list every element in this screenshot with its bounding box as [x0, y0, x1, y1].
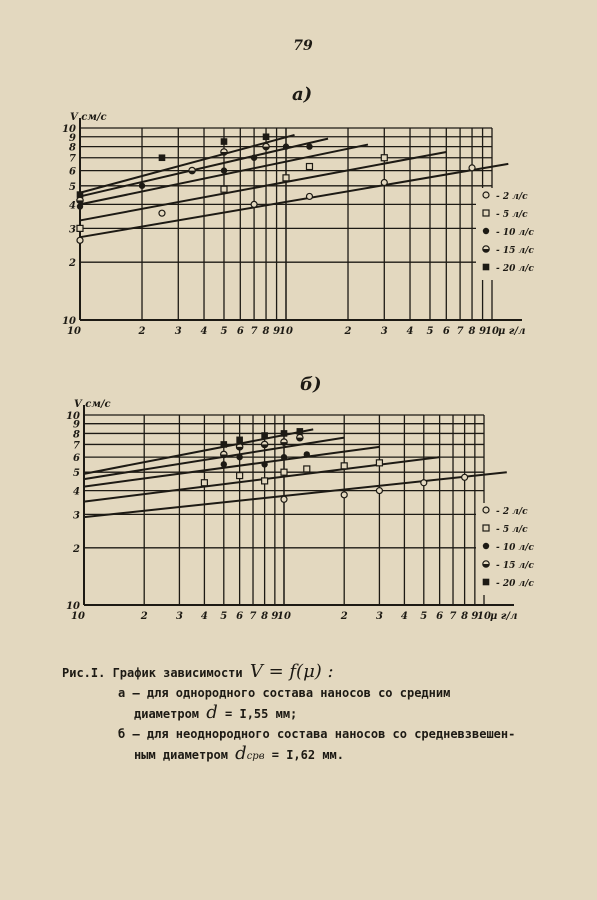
x-tick-label: 9: [471, 611, 479, 622]
x-tick-label: 2: [140, 611, 148, 622]
x-tick-label: 2: [340, 611, 348, 622]
x-tick-label: 6: [436, 611, 444, 622]
y-tick-label: 8: [73, 429, 80, 441]
data-point: [263, 133, 270, 140]
x-tick-label: 4: [200, 326, 208, 337]
x-tick-label: 2: [344, 326, 352, 337]
y-tick-label: 8: [69, 142, 76, 154]
data-point: [221, 167, 227, 173]
legend-label: - 10 л/с: [496, 543, 534, 553]
x-tick-label: 5: [220, 611, 228, 622]
data-point: [201, 480, 207, 486]
x-tick-label: 8: [468, 326, 476, 337]
caption-line-3: [62, 703, 562, 724]
x-axis-label: μ г/л: [498, 326, 526, 337]
legend-marker: [483, 210, 489, 216]
x-tick-label: 3: [175, 611, 183, 622]
caption-line3-symbol: d: [206, 702, 218, 723]
caption-line5-pre: ным диаметром: [134, 748, 228, 762]
y-tick-label: 4: [69, 200, 76, 212]
data-point: [221, 138, 228, 145]
legend-marker: [483, 525, 489, 531]
data-point: [281, 454, 287, 460]
y-tick-label: 9: [69, 132, 76, 144]
y-tick-label: 6: [73, 453, 80, 465]
x-tick-label: 8: [461, 611, 469, 622]
data-point: [261, 461, 267, 467]
x-tick-label: 10: [485, 326, 499, 337]
data-point: [281, 430, 288, 437]
y-tick-label: 5: [69, 181, 76, 193]
x-tick-label: 8: [262, 326, 270, 337]
x-tick-label: 4: [400, 611, 408, 622]
caption-line5-sub: срв: [246, 751, 265, 762]
data-point: [462, 474, 468, 480]
x-tick-label: 9: [271, 611, 279, 622]
data-point: [221, 461, 227, 467]
x-tick-label: 10: [477, 611, 491, 622]
caption-line-1: [62, 662, 562, 683]
data-point: [306, 164, 312, 170]
legend-label: - 2 л/с: [496, 192, 528, 202]
y-tick-label: 10: [62, 316, 76, 327]
data-point: [283, 175, 289, 181]
chart-a: [0, 110, 597, 355]
x-tick-label: 4: [200, 611, 208, 622]
caption-line3-pre: диаметром: [134, 707, 200, 721]
caption-line5-post: = I,62 мм.: [271, 748, 344, 762]
caption-prefix: Рис.I. График зависимости: [62, 666, 243, 680]
x-tick-label: 7: [456, 326, 464, 337]
series-line: [84, 429, 313, 473]
x-tick-label: 10: [279, 326, 293, 337]
data-point: [421, 480, 427, 486]
x-tick-label: 6: [442, 326, 450, 337]
y-tick-label: 10: [66, 411, 80, 422]
x-tick-label: 5: [426, 326, 434, 337]
legend-label: - 2 л/с: [496, 507, 528, 517]
data-point: [469, 165, 475, 171]
x-tick-label: 5: [420, 611, 428, 622]
x-tick-label: 10: [71, 611, 85, 622]
y-tick-label: 3: [69, 224, 76, 236]
data-point: [77, 203, 83, 209]
y-tick-label: 4: [73, 486, 80, 498]
page-number: 79: [293, 38, 313, 54]
caption-line5-symbol: d: [235, 743, 247, 764]
data-point: [281, 496, 287, 502]
data-point: [236, 437, 243, 444]
y-tick-label: 3: [73, 510, 80, 522]
legend-marker: [483, 507, 489, 513]
data-point: [304, 466, 310, 472]
legend-marker: [483, 579, 490, 586]
legend-marker: [483, 228, 489, 234]
data-point: [77, 237, 83, 243]
x-tick-label: 5: [220, 326, 228, 337]
data-point: [220, 441, 227, 448]
x-tick-label: 6: [236, 326, 244, 337]
x-tick-label: 3: [380, 326, 388, 337]
figure-caption: [62, 662, 562, 767]
data-point: [221, 186, 227, 192]
panel-label-b: б): [300, 374, 322, 395]
data-point: [77, 191, 84, 198]
y-axis-label: V см/с: [74, 399, 111, 410]
data-point: [139, 183, 145, 189]
data-point: [237, 473, 243, 479]
data-point: [261, 432, 268, 439]
caption-formula: V = f(μ) :: [249, 661, 334, 682]
data-point: [306, 193, 312, 199]
legend-marker: [483, 264, 490, 271]
data-point: [376, 488, 382, 494]
caption-line-2: а – для однородного состава наносов со средним: [118, 686, 451, 700]
x-tick-label: 7: [250, 326, 258, 337]
x-tick-label: 3: [375, 611, 383, 622]
panel-label-a: a): [292, 84, 313, 105]
data-point: [281, 469, 287, 475]
data-point: [381, 155, 387, 161]
y-tick-label: 2: [73, 543, 80, 555]
caption-line-5: [62, 744, 562, 767]
y-tick-label: 7: [73, 440, 80, 452]
y-tick-label: 10: [66, 601, 80, 612]
data-point: [304, 451, 310, 457]
caption-line3-post: = I,55 мм;: [225, 707, 298, 721]
data-point: [376, 460, 382, 466]
legend-label: - 5 л/с: [496, 525, 528, 535]
legend-label: - 10 л/с: [496, 228, 534, 238]
x-tick-label: 4: [406, 326, 414, 337]
data-point: [262, 478, 268, 484]
data-point: [341, 463, 347, 469]
legend-label: - 20 л/с: [496, 264, 534, 274]
y-tick-label: 9: [73, 419, 80, 431]
legend-marker: [483, 543, 489, 549]
y-tick-label: 2: [69, 258, 76, 270]
caption-line-4: б – для неоднородного состава наносов со средневзвешен-: [118, 727, 516, 741]
legend-label: - 20 л/с: [496, 579, 534, 589]
legend-label: - 15 л/с: [496, 246, 534, 256]
x-tick-label: 8: [261, 611, 269, 622]
y-tick-label: 7: [69, 153, 76, 165]
series-line: [80, 135, 295, 193]
data-point: [297, 428, 304, 435]
y-axis-label: V см/с: [70, 112, 107, 123]
x-tick-label: 9: [479, 326, 487, 337]
y-tick-label: 5: [73, 468, 80, 480]
x-tick-label: 6: [236, 611, 244, 622]
x-tick-label: 10: [67, 326, 81, 337]
legend-marker: [483, 192, 489, 198]
x-tick-label: 2: [138, 326, 146, 337]
x-tick-label: 7: [249, 611, 257, 622]
data-point: [251, 201, 257, 207]
data-point: [341, 492, 347, 498]
x-tick-label: 3: [174, 326, 182, 337]
legend-label: - 15 л/с: [496, 561, 534, 571]
series-line: [84, 447, 379, 487]
x-axis-label: μ г/л: [490, 611, 518, 622]
x-tick-label: 7: [449, 611, 457, 622]
y-tick-label: 10: [62, 124, 76, 135]
y-tick-label: 6: [69, 166, 76, 178]
legend-label: - 5 л/с: [496, 210, 528, 220]
data-point: [77, 225, 83, 231]
data-point: [159, 154, 166, 161]
chart-b: [0, 395, 597, 640]
x-tick-label: 9: [273, 326, 281, 337]
x-tick-label: 10: [277, 611, 291, 622]
data-point: [381, 180, 387, 186]
data-point: [159, 210, 165, 216]
